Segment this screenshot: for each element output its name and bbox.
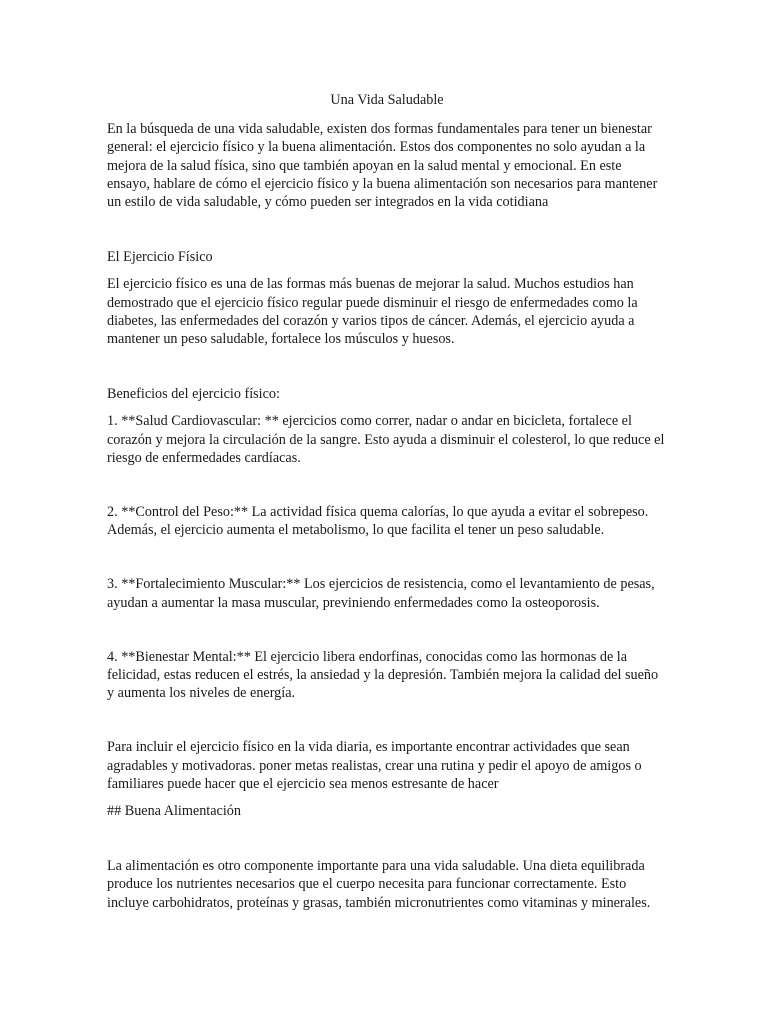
benefit-item-1: 1. **Salud Cardiovascular: ** ejercicios como correr, nadar o andar en bicicleta, fortalece el corazón y mejora la circulación de la sangre. Esto ayuda a disminuir el colesterol, lo que reduce el riesgo de enfermedades cardíacas.: [107, 413, 665, 466]
section-heading-ejercicio: El Ejercicio Físico: [107, 249, 213, 266]
document-title: Una Vida Saludable: [330, 92, 444, 108]
benefits-heading: Beneficios del ejercicio físico:: [107, 386, 280, 403]
section-heading-alimentacion: ## Buena Alimentación: [107, 803, 241, 820]
benefit-item-2: 2. **Control del Peso:** La actividad física quema calorías, lo que ayuda a evitar el sobrepeso. Además, el ejercicio aumenta el metabolismo, lo que facilita el tener un peso saludable.: [107, 504, 649, 539]
alimentacion-paragraph: La alimentación es otro componente importante para una vida saludable. Una dieta equilibrada produce los nutrientes necesarios que el cuerpo necesita para funcionar correctamente. Esto incluye carbohidratos, proteínas y grasas, también micronutrientes como vitaminas y minerales.: [107, 858, 651, 911]
benefit-item-4: 4. **Bienestar Mental:** El ejercicio libera endorfinas, conocidas como las hormonas de la felicidad, estas reducen el estrés, la ansiedad y la depresión. También mejora la calidad del sueño y aumenta los niveles de energía.: [107, 648, 659, 702]
benefit-item-3: 3. **Fortalecimiento Muscular:** Los ejercicios de resistencia, como el levantamiento de pesas, ayudan a aumentar la masa muscular, previniendo enfermedades como la osteoporosis.: [107, 576, 655, 611]
daily-exercise-paragraph: Para incluir el ejercicio físico en la vida diaria, es importante encontrar actividades que sean agradables y motivadoras. poner metas realistas, crear una rutina y pedir el apoyo de amigos o familiares puede hacer que el ejercicio sea menos estresante de hacer: [107, 739, 642, 792]
intro-paragraph: En la búsqueda de una vida saludable, existen dos formas fundamentales para tener un bienestar general: el ejercicio físico y la buena alimentación. Estos dos componentes no solo ayudan a la mejora de la salud física, sino que también apoyan en la salud mental y emocional. En este ensayo, hablare de cómo el ejercicio físico y la buena alimentación son necesarios para mantener un estilo de vida saludable, y cómo pueden ser integrados en la vida cotidiana: [107, 121, 658, 211]
ejercicio-paragraph: El ejercicio físico es una de las formas más buenas de mejorar la salud. Muchos estudios han demostrado que el ejercicio físico regular puede disminuir el riesgo de enfermedades como la diabetes, las enfermedades del corazón y varios tipos de cáncer. Además, el ejercicio ayuda a mantener un peso saludable, fortalece los músculos y huesos.: [107, 276, 638, 348]
document-page: [107, 91, 667, 912]
